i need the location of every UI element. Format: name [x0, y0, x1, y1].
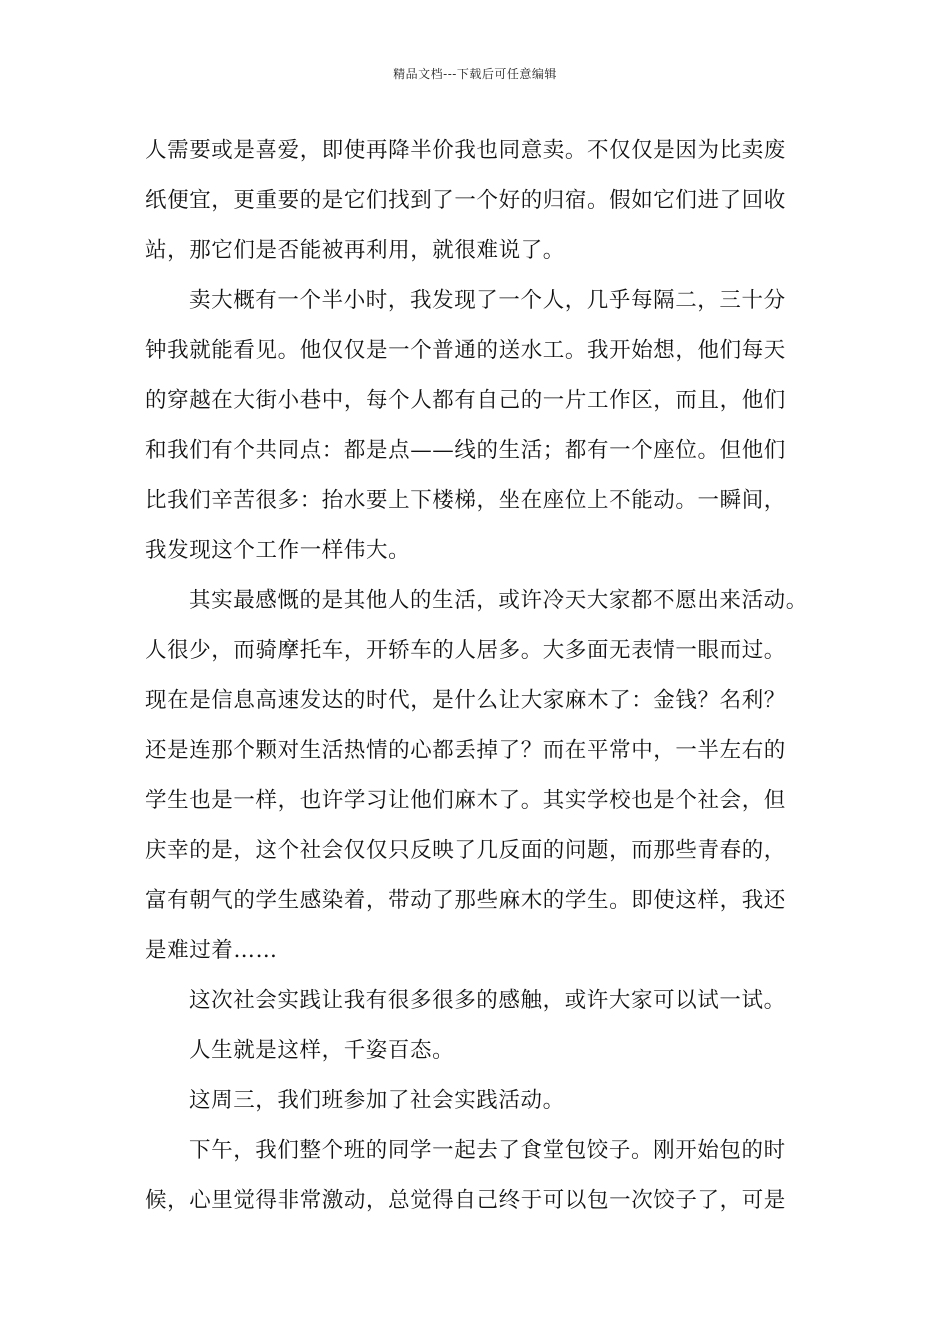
body-line: 钟我就能看见。他仅仅是一个普通的送水工。我开始想，他们每天: [145, 338, 786, 363]
body-line: 纸便宜，更重要的是它们找到了一个好的归宿。假如它们进了回收: [145, 188, 786, 213]
body-line: 还是连那个颗对生活热情的心都丢掉了？而在平常中，一半左右的: [145, 738, 786, 763]
body-line: 庆幸的是，这个社会仅仅只反映了几反面的问题，而那些青春的，: [145, 838, 786, 863]
body-line: 站，那它们是否能被再利用，就很难说了。: [145, 238, 565, 263]
paragraph-start-line: 下午，我们整个班的同学一起去了食堂包饺子。刚开始包的时: [189, 1138, 786, 1163]
document-body: [145, 126, 825, 1226]
body-line: 人很少，而骑摩托车，开轿车的人居多。大多面无表情一眼而过。: [145, 638, 786, 663]
paragraph-start-line: 这次社会实践让我有很多很多的感触，或许大家可以试一试。: [189, 988, 786, 1013]
paragraph-start-line: 人生就是这样，千姿百态。: [189, 1038, 455, 1063]
body-line: 富有朝气的学生感染着，带动了那些麻木的学生。即使这样，我还: [145, 888, 786, 913]
body-line: 比我们辛苦很多：抬水要上下楼梯，坐在座位上不能动。一瞬间，: [145, 488, 786, 513]
paragraph-start-line: 其实最感慨的是其他人的生活，或许冷天大家都不愿出来活动。: [189, 588, 808, 613]
paragraph-start-line: 这周三，我们班参加了社会实践活动。: [189, 1088, 565, 1113]
body-line: 候，心里觉得非常激动，总觉得自己终于可以包一次饺子了，可是: [145, 1188, 786, 1213]
page-header: 精品文档---下载后可任意编辑: [393, 67, 557, 81]
body-line: 现在是信息高速发达的时代，是什么让大家麻木了：金钱？名利？: [145, 688, 786, 713]
body-line: 我发现这个工作一样伟大。: [145, 538, 411, 563]
body-line: 学生也是一样，也许学习让他们麻木了。其实学校也是个社会，但: [145, 788, 786, 813]
body-line: 和我们有个共同点：都是点——线的生活；都有一个座位。但他们: [145, 438, 786, 463]
paragraph-start-line: 卖大概有一个半小时，我发现了一个人，几乎每隔二，三十分: [189, 288, 786, 313]
body-line: 是难过着……: [145, 938, 278, 963]
body-line: 的穿越在大街小巷中，每个人都有自己的一片工作区，而且，他们: [145, 388, 786, 413]
body-line: 人需要或是喜爱，即使再降半价我也同意卖。不仅仅是因为比卖废: [145, 138, 786, 163]
